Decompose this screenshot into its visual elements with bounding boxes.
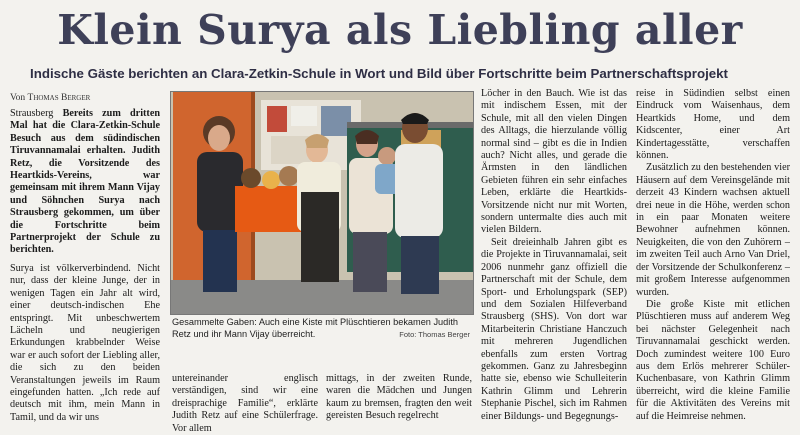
article-column-4 [481,88,627,433]
article-column-3-bottom: mittags, in der zweiten Runde, waren die Mädchen und Jungen kaum zu bremsen, fragten den weit gereisten Besuch regelrecht [326,373,472,422]
col5-paragraph-1: reise in Südindien selbst einen Eindruck vom Waisenhaus, dem Heartkids Home, und dem Kidscenter, einer Art Kindertagesstätte, verschaffen können. [636,88,790,162]
article-column-2-bottom: untereinander englisch verständigen, sind wir eine dreisprachige Familie“, erklärte Judith Retz auf eine Schülerfrage. Vor allem [172,373,318,433]
caption-text: Gesammelte Gaben: Auch eine Kiste mit Plüschtieren bekamen Judith Retz und ihr Mann Vijay überreicht. [172,317,458,339]
body-paragraph: Surya ist völkerverbindend. Nicht nur, dass der kleine Junge, der in wenigen Tagen ein Jahr alt wird, einer deutsch-indischen Ehe entspringt. Mit unbeschwertem Lächeln und neugierigen Erkundungen krabbelnder Weise war er auch sofort der Liebling aller, die sich zu den beiden Veranstaltungen jeweils im Raum eingefunden hatten. „Ich rede auf deutsch mit ihm, mein Mann in Tamil, und da wir uns [10,262,160,423]
col4-paragraph-2: Seit dreieinhalb Jahren gibt es die Projekte in Tiruvannamalai, seit 2006 nunmehr ganz offiziell die Partnerschaft mit der Schule, dem Sport- und Erholungspark (SEP) und dem Sozialen Hilfeverband Strausberg (SHS). Von dort war Mitarbeiterin Christiane Hanczuch mit mehreren Jugendlichen ebenfalls zum ersten Vortrag gekommen. Ganz zu Jahresbeginn hatte sie, ebenso wie Schulleiterin Kathrin Glimm und Lehrerin Stephanie Pischel, sich im Rahmen einer Bildungs- und Begegnungs- [481,236,627,422]
photo-credit: Foto: Thomas Berger [399,329,470,339]
lead-place: Strausberg [10,108,54,119]
byline-name: Thomas Berger [27,93,91,103]
article-column-5 [636,88,790,433]
article-column-1 [10,108,160,433]
headline: Klein Surya als Liebling aller [57,6,743,54]
lead-paragraph [10,108,160,257]
photo-caption [172,317,472,340]
col5-paragraph-2: Zusätzlich zu den bestehenden vier Häusern auf dem Vereinsgelände mit derzeit 43 Kindern wachsen aktuell drei neue in die Höhe, werden schon in ein paar Monaten weitere Bewohner aufnehmen können. Neuigkeiten, die von den Zuhörern – im zweiten Teil auch Arno Van Driel, der Vorsitzende der Schulkonferenz – mit großem Interesse aufgenommen wurden. [636,162,790,298]
article-photo [170,91,474,315]
lead-text: Bereits zum dritten Mal hat die Clara-Zetkin-Schule Besuch aus dem südindischen Tiruvannamalai erhalten. Judith Retz, die Vorsitzende des Heartkids-Vereins, war gemeinsam mit ihrem Mann Vijay und Söhnchen Surya nach Strausberg gekommen, um über die Fortschritte beim Partnerprojekt der Schule zu berichten. [10,108,160,256]
subheadline: Indische Gäste berichten an Clara-Zetkin-Schule in Wort und Bild über Fortschritte beim Partnerschaftsprojekt [30,66,728,81]
byline [10,93,90,103]
byline-prefix: Von [10,93,26,103]
col4-paragraph-1: Löcher in den Bauch. Wie ist das mit indischem Essen, mit der Schule, mit all den vielen Dingen des Alltags, die hierzulande völlig normal sind – gibt es die in Indien auch? Nicht alles, und gerade die Ärmsten in den ländlichen Gebieten führen ein sehr einfaches Leben, erklärte die Heartkids-Vorsitzende nicht nur mit Worten, sondern untermalte dies auch mit vielen Bildern. [481,88,627,236]
col5-paragraph-3: Die große Kiste mit etlichen Plüschtieren muss auf anderem Weg bei nächster Gelegenheit nach Tiruvannamalai geschickt werden. Doch zumindest weitere 100 Euro aus dem Erlös mehrerer Schüler-Kuchenbasare, von Kathrin Glimm überreicht, wird die kleine Familie für die Aktivitäten des Vereins mit auf die Heimreise nehmen. [636,298,790,422]
